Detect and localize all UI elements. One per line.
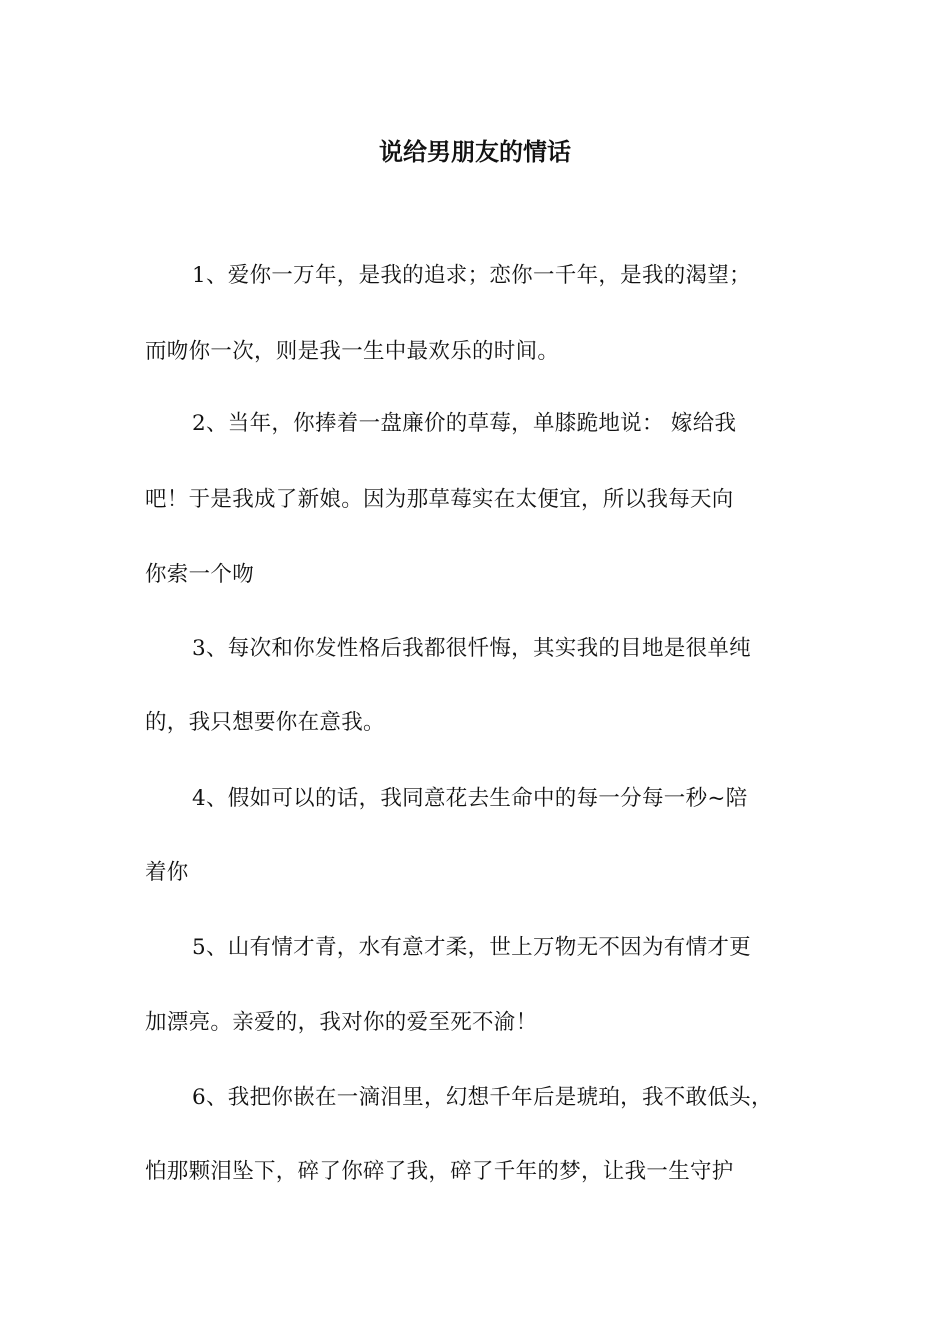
paragraph-line: 2、当年，你捧着一盘廉价的草莓，单膝跪地说： 嫁给我: [192, 411, 737, 436]
paragraph-line: 1、爱你一万年，是我的追求；恋你一千年，是我的渴望；: [192, 263, 751, 288]
paragraph-line: 而吻你一次，则是我一生中最欢乐的时间。: [145, 339, 560, 364]
paragraph-line: 怕那颗泪坠下，碎了你碎了我，碎了千年的梦，让我一生守护: [145, 1159, 734, 1184]
paragraph-line: 3、每次和你发性格后我都很忏悔，其实我的目地是很单纯: [192, 636, 751, 661]
paragraph-line: 5、山有情才青，水有意才柔，世上万物无不因为有情才更: [192, 935, 751, 960]
paragraph-line: 4、假如可以的话，我同意花去生命中的每一分每一秒~陪: [192, 786, 748, 811]
paragraph-line: 吧！于是我成了新娘。因为那草莓实在太便宜，所以我每天向: [145, 487, 734, 512]
paragraph-line: 的，我只想要你在意我。: [145, 710, 385, 735]
document-title: 说给男朋友的情话: [379, 138, 571, 166]
paragraph-line: 着你: [145, 860, 189, 885]
paragraph-line: 6、我把你嵌在一滴泪里，幻想千年后是琥珀，我不敢低头，: [192, 1085, 773, 1110]
paragraph-line: 加漂亮。亲爱的，我对你的爱至死不渝！: [145, 1010, 538, 1035]
paragraph-line: 你索一个吻: [145, 562, 255, 587]
